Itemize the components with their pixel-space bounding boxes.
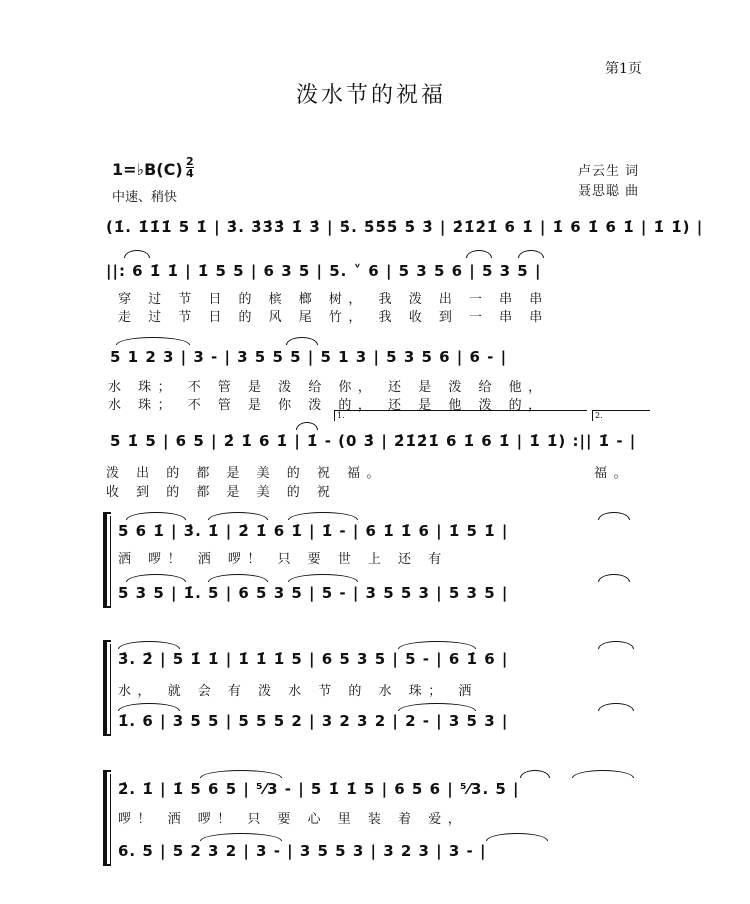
tempo-marking: 中速、稍快 (112, 190, 178, 205)
lyric-line-4: 水 珠； 不 管 是 你 泼 的， 还 是 他 泼 的， (108, 398, 548, 413)
slur (200, 770, 282, 778)
barline (110, 774, 111, 864)
slur (598, 641, 634, 649)
slur (518, 250, 544, 258)
time-signature (186, 156, 194, 179)
time-signature-top: 2 (186, 155, 194, 168)
slur (286, 337, 318, 345)
lyricist-credit: 卢云生 词 (578, 164, 640, 179)
composer-credit: 聂思聪 曲 (578, 184, 640, 199)
time-signature-bottom: 4 (186, 167, 194, 180)
lyric-line-7: 收 到 的 都 是 美 的 祝 (106, 485, 337, 500)
slur (572, 770, 634, 778)
volta-second-ending: 2. (592, 410, 650, 421)
lyric-line-1: 穿 过 节 日 的 槟 榔 树， 我 泼 出 一 串 串 (118, 292, 549, 307)
lyric-line-10: 啰！ 洒 啰！ 只 要 心 里 装 着 爱， (118, 812, 468, 827)
slur (288, 512, 358, 520)
barline (110, 516, 111, 606)
bracket-tick (103, 864, 111, 866)
lyric-line-3: 水 珠； 不 管 是 泼 给 你， 还 是 泼 给 他， (108, 380, 548, 395)
slur (598, 703, 634, 711)
slur (208, 512, 268, 520)
song-title: 泼水节的祝福 (296, 83, 447, 108)
slur (288, 574, 358, 582)
staff-line-5: 5 6 1̇ | 3̇. 1̇ | 2̇ 1̇ 6 1̇ | 1̇ - | 6 1̇ 1̇ 6 | 1̇ 5 1̇ | (118, 522, 509, 540)
slur (598, 574, 630, 582)
slur (398, 641, 476, 649)
slur (520, 770, 550, 778)
staff-line-9: 2̇. 1̇ | 1̇ 5 6 5 | ⁵⁄3 - | 5 1̇ 1̇ 5 | 6 5 6 | ⁵⁄3. 5 | (118, 780, 520, 798)
slur (598, 512, 630, 520)
staff-line-10: 6. 5 | 5 2 3 2 | 3 - | 3 5 5 3 | 3 2 3 | 3 - | (118, 842, 487, 860)
slur (398, 703, 476, 711)
staff-line-8: 1̇. 6 | 3 5 5 | 5 5 5 2 | 3 2 3 2 | 2 - | 3 5 3 | (118, 712, 509, 730)
slur (126, 512, 186, 520)
bracket-tick (103, 770, 111, 772)
slur (118, 703, 180, 711)
staff-line-2: ||: 6 1̇ 1̇ | 1̇ 5 5 | 6 3 5 | 5. ˅ 6 | 5 3 5 6 | 5 3 5 | (106, 262, 542, 280)
bracket-tick (103, 640, 111, 642)
system-bracket-3 (103, 770, 107, 866)
slur (118, 641, 180, 649)
slur (124, 250, 150, 258)
staff-line-4: 5 1̇ 5 | 6 5 | 2̇ 1̇ 6 1̇ | 1̇ - (0 3̇ | 2̇1̇2̇1̇ 6 1̇ 6 1̇ | 1̇ 1̇) :|| 1̇ - | (110, 432, 637, 450)
staff-line-6: 5 3 5 | 1̇. 5 | 6 5 3 5 | 5 - | 3 5 5 3 | 5 3 5 | (118, 584, 509, 602)
staff-line-7: 3̇. 2̇ | 5 1̇ 1̇ | 1̇ 1̇ 1̇ 5 | 6 5 3 5 | 5 - | 6 1̇ 6 | (118, 650, 509, 668)
lyric-line-8: 洒 啰！ 洒 啰！ 只 要 世 上 还 有 (118, 552, 448, 567)
system-bracket-1 (103, 512, 107, 608)
slur (486, 833, 548, 841)
barline (110, 644, 111, 734)
slur (200, 833, 282, 841)
staff-line-3: 5 1 2 3 | 3 - | 3 5 5 5 | 5 1 3 | 5 3 5 6 | 6 - | (110, 348, 508, 366)
page-number: 第1页 (605, 61, 642, 77)
slur (126, 574, 186, 582)
bracket-tick (103, 606, 111, 608)
key-signature: 1=♭B(C) (112, 160, 183, 179)
lyric-line-5: 泼 出 的 都 是 美 的 祝 福。 (106, 466, 387, 481)
volta-first-ending: 1. (334, 410, 587, 421)
slur (296, 422, 318, 430)
bracket-tick (103, 512, 111, 514)
lyric-line-2: 走 过 节 日 的 风 尾 竹， 我 收 到 一 串 串 (118, 310, 549, 325)
lyric-line-9: 水， 就 会 有 泼 水 节 的 水 珠； 洒 (118, 684, 478, 699)
slur (208, 574, 268, 582)
lyric-line-6: 福。 (594, 466, 634, 481)
system-bracket-2 (103, 640, 107, 736)
slur (116, 337, 190, 345)
bracket-tick (103, 734, 111, 736)
slur (466, 250, 492, 258)
staff-line-1: (1̇. 1̇1̇1̇ 5 1̇ | 3̇. 3̇3̇3̇ 1̇ 3̇ | 5̇. 5̇5̇5̇ 5̇ 3̇ | 2̇1̇2̇1̇ 6 1̇ | 1̇ 6 1̇ 6 1̇ | 1̇ 1̇) | (106, 218, 704, 236)
